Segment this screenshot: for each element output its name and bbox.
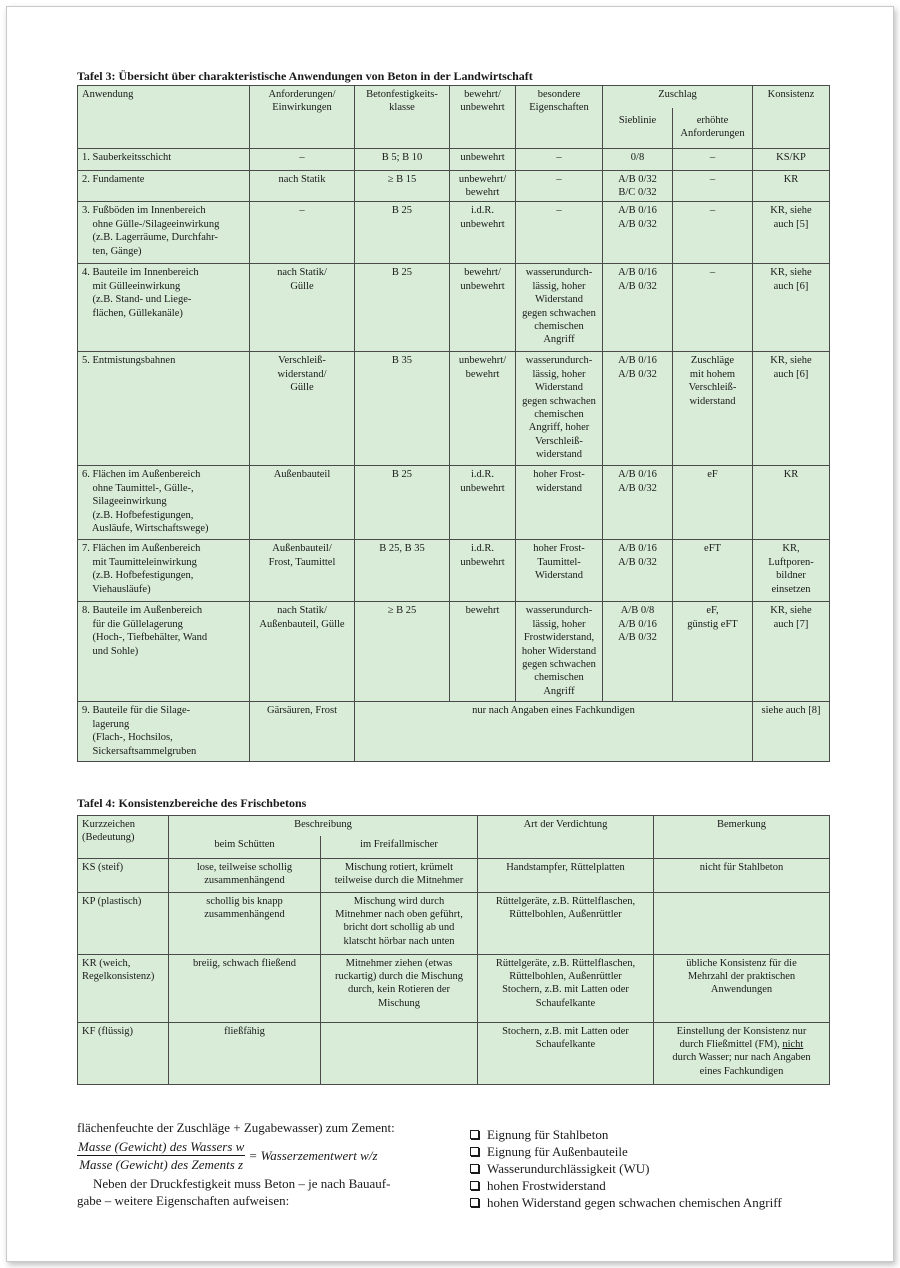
formula-denominator: Masse (Gewicht) des Zements z xyxy=(79,1157,244,1172)
bottom-left-text xyxy=(77,1119,447,1209)
formula-numerator: Masse (Gewicht) des Wassers w xyxy=(78,1139,245,1154)
tafel3-row-7 xyxy=(78,540,830,602)
bottom-line1: flächenfeuchte der Zuschläge + Zugabewasser) zum Zement: xyxy=(77,1120,395,1135)
cell-anforderungen: Außenbauteil/ Frost, Taumittel xyxy=(250,540,355,602)
cell-bemerkung: nicht für Stahlbeton xyxy=(654,858,830,892)
cell-bewehrt: bewehrt/ unbewehrt xyxy=(450,264,516,352)
tafel3-row-1 xyxy=(78,148,830,170)
checkbox-icon xyxy=(470,1198,479,1207)
cell-eigenschaften: hoher Frost- Taumittel- Widerstand xyxy=(516,540,603,602)
header-anforderungen: Anforderungen/ Einwirkungen xyxy=(250,86,355,149)
tafel3-row-4 xyxy=(78,264,830,352)
cell-bewehrt: i.d.R. unbewehrt xyxy=(450,202,516,264)
cell-anwendung: 7. Flächen im Außenbereich mit Taumitteleinwirkung (z.B. Hofbefestigungen, Viehausläufe) xyxy=(78,540,250,602)
checkbox-icon xyxy=(470,1181,479,1190)
tafel4-row-2 xyxy=(78,892,830,954)
header-sieblinie: Sieblinie xyxy=(603,108,673,148)
cell-anforderungen: nach Statik xyxy=(250,170,355,202)
cell-sieblinie: 0/8 xyxy=(603,148,673,170)
cell-konsistenz: KR, siehe auch [5] xyxy=(753,202,830,264)
cell-anwendung: 4. Bauteile im Innenbereich mit Gülleeinwirkung (z.B. Stand- und Liege- flächen, Güllekanäle) xyxy=(78,264,250,352)
kf-verdichtung: Stochern, z.B. mit Latten oder Schaufelkante xyxy=(478,1022,654,1084)
cell-eigenschaften: – xyxy=(516,170,603,202)
header-bewehrt: bewehrt/ unbewehrt xyxy=(450,86,516,149)
cell-verdichtung: Rüttelgeräte, z.B. Rüttelflaschen, Rüttelbohlen, Außenrüttler Stochern, z.B. mit Latten oder Schaufelkante xyxy=(478,954,654,1022)
cell-bewehrt: i.d.R. unbewehrt xyxy=(450,466,516,540)
cell-bewehrt: unbewehrt xyxy=(450,148,516,170)
header-freifall: im Freifallmischer xyxy=(321,836,478,858)
cell-verdichtung: Handstampfer, Rüttelplatten xyxy=(478,858,654,892)
cell-kurz: KP (plastisch) xyxy=(78,892,169,954)
cell-festigkeit: B 25 xyxy=(355,202,450,264)
cell-freifall: Mischung wird durch Mitnehmer nach oben geführt, bricht dort schollig ab und klatscht hörbar nach unten xyxy=(321,892,478,954)
row9-merged: nur nach Angaben eines Fachkundigen xyxy=(355,702,753,762)
header-eigenschaften: besondere Eigenschaften xyxy=(516,86,603,149)
tafel3-row-2 xyxy=(78,170,830,202)
checklist-item xyxy=(469,1143,869,1160)
header-konsistenz: Konsistenz xyxy=(753,86,830,149)
tafel3-header-row xyxy=(78,86,830,109)
header-bemerkung: Bemerkung xyxy=(654,816,830,859)
row9-konsistenz: siehe auch [8] xyxy=(753,702,830,762)
checklist-item xyxy=(469,1177,869,1194)
cell-sieblinie: A/B 0/16 A/B 0/32 xyxy=(603,540,673,602)
cell-festigkeit: B 25 xyxy=(355,264,450,352)
kf-bemerkung-a: Einstellung der Konsistenz nur durch Fließmittel (FM), xyxy=(676,1025,807,1050)
checklist-item xyxy=(469,1194,869,1211)
cell-schuetten: lose, teilweise schollig zusammenhängend xyxy=(169,858,321,892)
tafel3-row-3 xyxy=(78,202,830,264)
cell-freifall: Mitnehmer ziehen (etwas ruckartig) durch die Mischung durch, kein Rotieren der Mischung xyxy=(321,954,478,1022)
cell-konsistenz: KR, siehe auch [7] xyxy=(753,602,830,702)
cell-eigenschaften: wasserundurch- lässig, hoher Frostwiderstand, hoher Widerstand gegen schwachen chemischen Angriff xyxy=(516,602,603,702)
tafel3-row-6 xyxy=(78,466,830,540)
cell-sieblinie: A/B 0/16 A/B 0/32 xyxy=(603,352,673,466)
tafel3-row-5 xyxy=(78,352,830,466)
cell-konsistenz: KR, siehe auch [6] xyxy=(753,352,830,466)
cell-sieblinie: A/B 0/16 A/B 0/32 xyxy=(603,264,673,352)
cell-sieblinie: A/B 0/32 B/C 0/32 xyxy=(603,170,673,202)
cell-konsistenz: KR, Luftporen- bildner einsetzen xyxy=(753,540,830,602)
kf-kurz: KF (flüssig) xyxy=(78,1022,169,1084)
checklist-item-label: Wasserundurchlässigkeit (WU) xyxy=(487,1161,650,1176)
cell-schuetten: schollig bis knapp zusammenhängend xyxy=(169,892,321,954)
cell-anwendung: 2. Fundamente xyxy=(78,170,250,202)
cell-bemerkung: übliche Konsistenz für die Mehrzahl der praktischen Anwendungen xyxy=(654,954,830,1022)
cell-kurz: KR (weich, Regelkonsistenz) xyxy=(78,954,169,1022)
kf-freifall xyxy=(321,1022,478,1084)
cell-anwendung: 1. Sauberkeitsschicht xyxy=(78,148,250,170)
cell-bewehrt: unbewehrt/ bewehrt xyxy=(450,170,516,202)
cell-erhoeht: – xyxy=(673,264,753,352)
header-schuetten: beim Schütten xyxy=(169,836,321,858)
header-kurz: Kurzzeichen (Bedeutung) xyxy=(78,816,169,859)
checkbox-icon xyxy=(470,1147,479,1156)
cell-festigkeit: B 25 xyxy=(355,466,450,540)
tafel4-header-row xyxy=(78,816,830,837)
cell-konsistenz: KR, siehe auch [6] xyxy=(753,264,830,352)
tafel4-table xyxy=(77,815,830,1085)
cell-bewehrt: bewehrt xyxy=(450,602,516,702)
checkbox-icon xyxy=(470,1164,479,1173)
header-zuschlag: Zuschlag xyxy=(603,86,753,109)
cell-erhoeht: – xyxy=(673,202,753,264)
cell-erhoeht: – xyxy=(673,170,753,202)
header-verdichtung: Art der Verdichtung xyxy=(478,816,654,859)
kf-bemerkung xyxy=(654,1022,830,1084)
cell-festigkeit: ≥ B 25 xyxy=(355,602,450,702)
header-festigkeit: Betonfestigkeits- klasse xyxy=(355,86,450,149)
cell-erhoeht: eFT xyxy=(673,540,753,602)
cell-anwendung: 6. Flächen im Außenbereich ohne Taumittel-, Gülle-, Silageeinwirkung (z.B. Hofbefestigungen, Ausläufe, Wirtschaftswege) xyxy=(78,466,250,540)
cell-schuetten: breiig, schwach fließend xyxy=(169,954,321,1022)
cell-festigkeit: B 35 xyxy=(355,352,450,466)
cell-konsistenz: KS/KP xyxy=(753,148,830,170)
cell-anforderungen: – xyxy=(250,148,355,170)
cell-festigkeit: ≥ B 15 xyxy=(355,170,450,202)
header-beschreibung: Beschreibung xyxy=(169,816,478,837)
kf-bemerkung-nicht: nicht xyxy=(782,1038,804,1050)
cell-erhoeht: eF xyxy=(673,466,753,540)
tafel4-row-3 xyxy=(78,954,830,1022)
cell-anwendung: 3. Fußböden im Innenbereich ohne Gülle-/Silageeinwirkung (z.B. Lagerräume, Durchfahr- ten, Gänge) xyxy=(78,202,250,264)
cell-anforderungen: Verschleiß- widerstand/ Gülle xyxy=(250,352,355,466)
cell-festigkeit: B 5; B 10 xyxy=(355,148,450,170)
cell-eigenschaften: wasserundurch- lässig, hoher Widerstand gegen schwachen chemischen Angriff xyxy=(516,264,603,352)
cell-verdichtung: Rüttelgeräte, z.B. Rüttelflaschen, Rüttelbohlen, Außenrüttler xyxy=(478,892,654,954)
tafel3-table xyxy=(77,85,830,762)
formula-fraction xyxy=(77,1138,245,1173)
cell-sieblinie: A/B 0/16 A/B 0/32 xyxy=(603,466,673,540)
cell-anforderungen: nach Statik/ Gülle xyxy=(250,264,355,352)
cell-anwendung: 8. Bauteile im Außenbereich für die Güllelagerung (Hoch-, Tiefbehälter, Wand und Sohle) xyxy=(78,602,250,702)
cell-kurz: KS (steif) xyxy=(78,858,169,892)
checklist-item-label: Eignung für Außenbauteile xyxy=(487,1144,628,1159)
checklist-item-label: hohen Widerstand gegen schwachen chemischen Angriff xyxy=(487,1195,782,1210)
formula xyxy=(77,1138,447,1173)
cell-sieblinie: A/B 0/8 A/B 0/16 A/B 0/32 xyxy=(603,602,673,702)
tafel4-row-kf xyxy=(78,1022,830,1084)
bottom-paragraph: Neben der Druckfestigkeit muss Beton – je nach Bauauf- gabe – weitere Eigenschaften aufweisen: xyxy=(77,1176,391,1208)
cell-festigkeit: B 25, B 35 xyxy=(355,540,450,602)
header-anwendung: Anwendung xyxy=(78,86,250,149)
cell-bewehrt: i.d.R. unbewehrt xyxy=(450,540,516,602)
cell-konsistenz: KR xyxy=(753,170,830,202)
checklist-item xyxy=(469,1126,869,1143)
cell-freifall: Mischung rotiert, krümelt teilweise durch die Mitnehmer xyxy=(321,858,478,892)
row9-anforderungen: Gärsäuren, Frost xyxy=(250,702,355,762)
kf-bemerkung-b: durch Wasser; nur nach Angaben eines Fachkundigen xyxy=(672,1052,811,1077)
checkbox-icon xyxy=(470,1130,479,1139)
checklist-item xyxy=(469,1160,869,1177)
tafel4-row-1 xyxy=(78,858,830,892)
tafel4-title: Tafel 4: Konsistenzbereiche des Frischbetons xyxy=(77,796,307,810)
tafel3-title: Tafel 3: Übersicht über charakteristische Anwendungen von Beton in der Landwirtschaft xyxy=(77,69,533,83)
cell-sieblinie: A/B 0/16 A/B 0/32 xyxy=(603,202,673,264)
cell-erhoeht: eF, günstig eFT xyxy=(673,602,753,702)
cell-eigenschaften: – xyxy=(516,148,603,170)
formula-rhs: = Wasserzementwert w/z xyxy=(248,1148,378,1163)
cell-erhoeht: – xyxy=(673,148,753,170)
cell-anforderungen: nach Statik/ Außenbauteil, Gülle xyxy=(250,602,355,702)
header-erhoeht: erhöhte Anforderungen xyxy=(673,108,753,148)
cell-anforderungen: Außenbauteil xyxy=(250,466,355,540)
cell-konsistenz: KR xyxy=(753,466,830,540)
cell-eigenschaften: – xyxy=(516,202,603,264)
cell-eigenschaften: hoher Frost- widerstand xyxy=(516,466,603,540)
row9-anwendung: 9. Bauteile für die Silage- lagerung (Flach-, Hochsilos, Sickersaftsammelgruben xyxy=(78,702,250,762)
cell-erhoeht: Zuschläge mit hohem Verschleiß- widerstand xyxy=(673,352,753,466)
tafel3-row-8 xyxy=(78,602,830,702)
cell-anwendung: 5. Entmistungsbahnen xyxy=(78,352,250,466)
checklist-item-label: Eignung für Stahlbeton xyxy=(487,1127,609,1142)
tafel3-row-9 xyxy=(78,702,830,762)
cell-bemerkung xyxy=(654,892,830,954)
document-page xyxy=(6,6,894,1262)
property-checklist xyxy=(469,1126,869,1211)
cell-bewehrt: unbewehrt/ bewehrt xyxy=(450,352,516,466)
cell-eigenschaften: wasserundurch- lässig, hoher Widerstand gegen schwachen chemischen Angriff, hoher Verschleiß- widerstand xyxy=(516,352,603,466)
kf-schuetten: fließfähig xyxy=(169,1022,321,1084)
checklist-item-label: hohen Frostwiderstand xyxy=(487,1178,606,1193)
cell-anforderungen: – xyxy=(250,202,355,264)
